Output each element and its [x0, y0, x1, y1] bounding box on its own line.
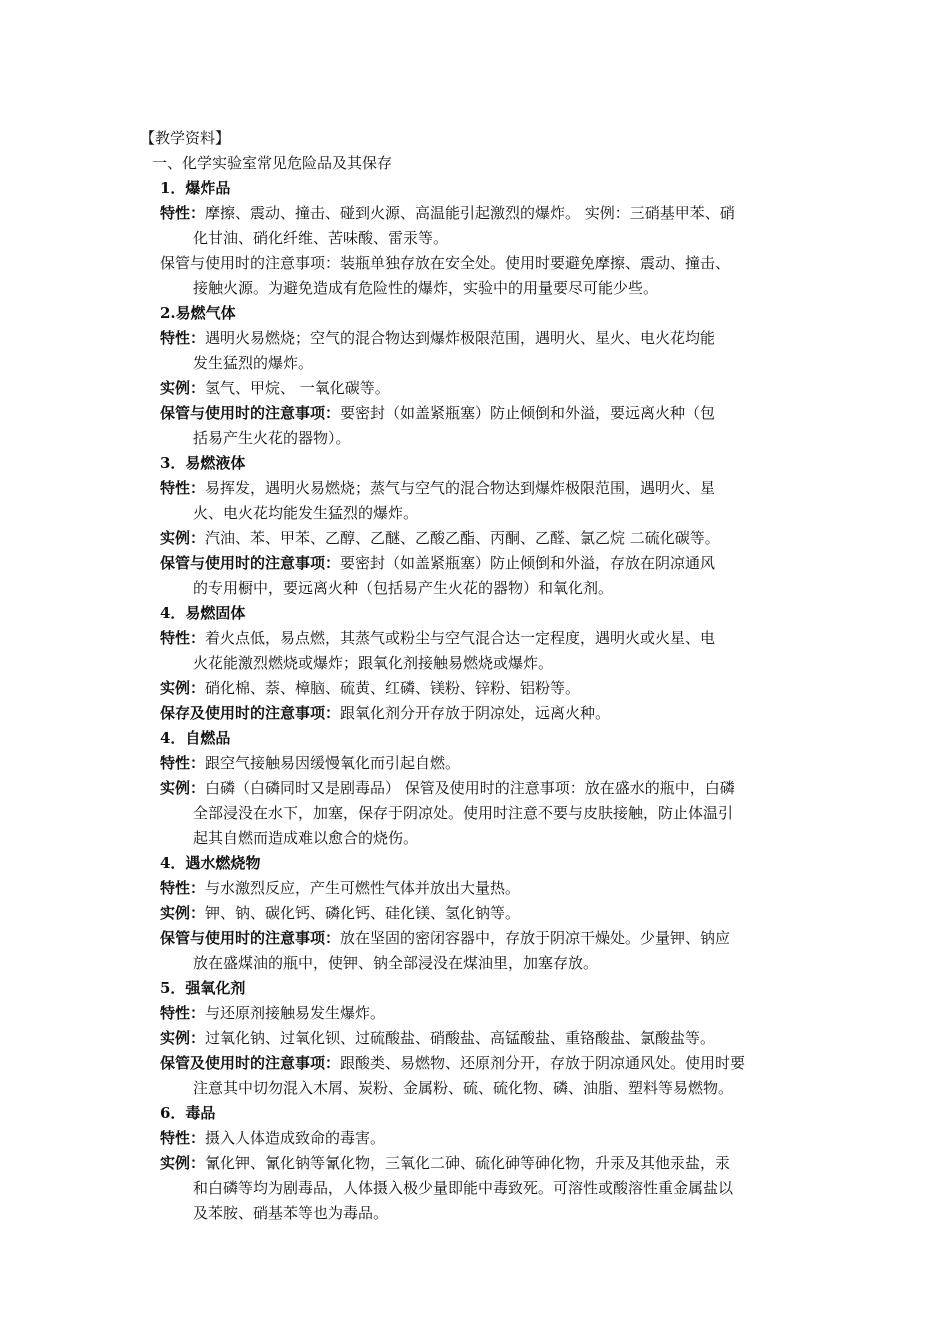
section-paragraph	[160, 1026, 820, 1051]
section-paragraph	[160, 876, 820, 901]
field-text: 氰化钾、氰化钠等氰化物，三氧化二砷、硫化砷等砷化物，升汞及其他汞盐，汞	[205, 1154, 731, 1172]
section-paragraph	[160, 676, 820, 701]
paragraph-line	[160, 1051, 820, 1076]
field-label: 实例：	[160, 529, 206, 547]
field-text: 摩擦、震动、撞击、碰到火源、高温能引起激烈的爆炸。 实例：三硝基甲苯、硝	[205, 204, 735, 222]
section-heading: 4．自燃品	[160, 729, 231, 747]
section-paragraph	[160, 1126, 820, 1151]
section-paragraph	[160, 551, 820, 601]
field-text: 与水激烈反应，产生可燃性气体并放出大量热。	[205, 879, 521, 897]
paragraph-line	[160, 351, 820, 376]
section-paragraph	[160, 1001, 820, 1026]
field-text: 着火点低，易点燃，其蒸气或粉尘与空气混合达一定程度，遇明火或火星、电	[205, 629, 716, 647]
paragraph-line	[160, 376, 820, 401]
section-paragraph	[160, 901, 820, 926]
paragraph-line	[160, 1076, 820, 1101]
field-label: 特性：	[160, 1004, 206, 1022]
section-paragraph	[160, 401, 820, 451]
field-label: 特性：	[160, 329, 206, 347]
paragraph-line	[160, 626, 820, 651]
field-text: 易挥发，遇明火易燃烧；蒸气与空气的混合物达到爆炸极限范围，遇明火、星	[205, 479, 716, 497]
paragraph-line	[160, 701, 820, 726]
paragraph-line	[160, 876, 820, 901]
field-text: 氢气、甲烷、 一氧化碳等。	[205, 379, 390, 397]
section-heading: 3．易燃液体	[160, 454, 246, 472]
field-text: 硝化棉、萘、樟脑、硫黄、红磷、镁粉、锌粉、铝粉等。	[205, 679, 581, 697]
section-paragraph	[160, 476, 820, 526]
paragraph-line	[160, 1001, 820, 1026]
field-label: 特性：	[160, 629, 206, 647]
paragraph-line	[160, 551, 820, 576]
paragraph-line	[160, 476, 820, 501]
field-text: 放在坚固的密闭容器中，存放于阴凉干燥处。少量钾、钠应	[340, 929, 731, 947]
section-paragraph	[160, 251, 820, 301]
paragraph-line	[160, 526, 820, 551]
section-paragraph	[160, 751, 820, 776]
field-label: 保存及使用时的注意事项：	[160, 704, 341, 722]
doc-title: 【教学资料】	[140, 129, 231, 147]
field-text: 及苯胺、硝基苯等也为毒品。	[193, 1204, 389, 1222]
field-text: 跟空气接触易因缓慢氧化而引起自燃。	[205, 754, 461, 772]
field-text: 火、电火花均能发生猛烈的爆炸。	[193, 504, 419, 522]
paragraph-line	[160, 326, 820, 351]
section-paragraph	[160, 1051, 820, 1101]
section-heading: 4．遇水燃烧物	[160, 854, 261, 872]
section-paragraph	[160, 926, 820, 976]
paragraph-line	[160, 826, 820, 851]
paragraph-line	[160, 951, 820, 976]
paragraph-line	[160, 226, 820, 251]
field-text: 摄入人体造成致命的毒害。	[205, 1129, 386, 1147]
section-paragraph	[160, 1151, 820, 1226]
paragraph-line	[160, 1126, 820, 1151]
paragraph-line	[160, 676, 820, 701]
field-text: 括易产生火花的器物）。	[193, 429, 351, 447]
paragraph-line	[160, 251, 820, 276]
paragraph-line	[160, 401, 820, 426]
field-text: 与还原剂接触易发生爆炸。	[205, 1004, 386, 1022]
section-heading: 4．易燃固体	[160, 604, 246, 622]
paragraph-line	[160, 576, 820, 601]
section-paragraph	[160, 701, 820, 726]
paragraph-line	[160, 751, 820, 776]
field-label: 特性：	[160, 754, 206, 772]
section-paragraph	[160, 526, 820, 551]
field-text: 注意其中切勿混入木屑、炭粉、金属粉、硫、硫化物、磷、油脂、塑料等易燃物。	[193, 1079, 734, 1097]
field-text: 火花能激烈燃烧或爆炸；跟氧化剂接触易燃烧或爆炸。	[193, 654, 554, 672]
section-heading: 1．爆炸品	[160, 179, 231, 197]
section-paragraph	[160, 626, 820, 676]
paragraph-line	[160, 501, 820, 526]
field-label: 实例：	[160, 1154, 206, 1172]
field-text: 跟氧化剂分开存放于阴凉处，远离火种。	[340, 704, 611, 722]
doc-subtitle: 一、化学实验室常见危险品及其保存	[152, 154, 393, 172]
paragraph-line	[160, 426, 820, 451]
field-text: 保管与使用时的注意事项：装瓶单独存放在安全处。使用时要避免摩擦、震动、撞击、	[160, 254, 731, 272]
paragraph-line	[160, 1201, 820, 1226]
field-text: 全部浸没在水下，加塞，保存于阴凉处。使用时注意不要与皮肤接触，防止体温引	[193, 804, 734, 822]
field-label: 特性：	[160, 879, 206, 897]
field-text: 汽油、苯、甲苯、乙醇、乙醚、乙酸乙酯、丙酮、乙醛、氯乙烷 二硫化碳等。	[205, 529, 720, 547]
paragraph-line	[160, 651, 820, 676]
field-label: 保管与使用时的注意事项：	[160, 929, 341, 947]
section-paragraph	[160, 776, 820, 851]
field-text: 过氧化钠、过氧化钡、过硫酸盐、硝酸盐、高锰酸盐、重铬酸盐、氯酸盐等。	[205, 1029, 716, 1047]
section-heading: 6．毒品	[160, 1104, 216, 1122]
field-text: 接触火源。为避免造成有危险性的爆炸，实验中的用量要尽可能少些。	[193, 279, 659, 297]
field-text: 白磷（白磷同时又是剧毒品） 保管及使用时的注意事项：放在盛水的瓶中，白磷	[205, 779, 735, 797]
field-label: 保管及使用时的注意事项：	[160, 1054, 341, 1072]
field-label: 实例：	[160, 379, 206, 397]
field-text: 和白磷等均为剧毒品，人体摄入极少量即能中毒致死。可溶性或酸溶性重金属盐以	[193, 1179, 734, 1197]
paragraph-line	[160, 201, 820, 226]
paragraph-line	[160, 276, 820, 301]
document-content	[140, 126, 820, 1226]
section-paragraph	[160, 376, 820, 401]
paragraph-line	[160, 901, 820, 926]
field-text: 起其自燃而造成难以愈合的烧伤。	[193, 829, 419, 847]
field-text: 要密封（如盖紧瓶塞）防止倾倒和外溢，要远离火种（包	[340, 404, 716, 422]
section-paragraph	[160, 326, 820, 376]
section-heading: 2.易燃气体	[160, 304, 236, 322]
field-text: 钾、钠、碳化钙、磷化钙、硅化镁、氢化钠等。	[205, 904, 521, 922]
field-text: 遇明火易燃烧；空气的混合物达到爆炸极限范围，遇明火、星火、电火花均能	[205, 329, 716, 347]
paragraph-line	[160, 776, 820, 801]
field-label: 特性：	[160, 1129, 206, 1147]
field-label: 实例：	[160, 904, 206, 922]
field-label: 实例：	[160, 679, 206, 697]
field-text: 跟酸类、易燃物、还原剂分开，存放于阴凉通风处。使用时要	[340, 1054, 746, 1072]
field-label: 实例：	[160, 1029, 206, 1047]
field-text: 化甘油、硝化纤维、苦味酸、雷汞等。	[193, 229, 449, 247]
field-text: 要密封（如盖紧瓶塞）防止倾倒和外溢，存放在阴凉通风	[340, 554, 716, 572]
field-label: 特性：	[160, 479, 206, 497]
section-paragraph	[160, 201, 820, 251]
field-label: 保管与使用时的注意事项：	[160, 554, 341, 572]
field-text: 发生猛烈的爆炸。	[193, 354, 314, 372]
paragraph-line	[160, 1026, 820, 1051]
field-text: 的专用橱中，要远离火种（包括易产生火花的器物）和氧化剂。	[193, 579, 614, 597]
paragraph-line	[160, 1176, 820, 1201]
paragraph-line	[160, 801, 820, 826]
paragraph-line	[160, 1151, 820, 1176]
paragraph-line	[160, 926, 820, 951]
field-text: 放在盛煤油的瓶中，使钾、钠全部浸没在煤油里，加塞存放。	[193, 954, 599, 972]
field-label: 特性：	[160, 204, 206, 222]
field-label: 实例：	[160, 779, 206, 797]
field-label: 保管与使用时的注意事项：	[160, 404, 341, 422]
section-heading: 5．强氧化剂	[160, 979, 246, 997]
